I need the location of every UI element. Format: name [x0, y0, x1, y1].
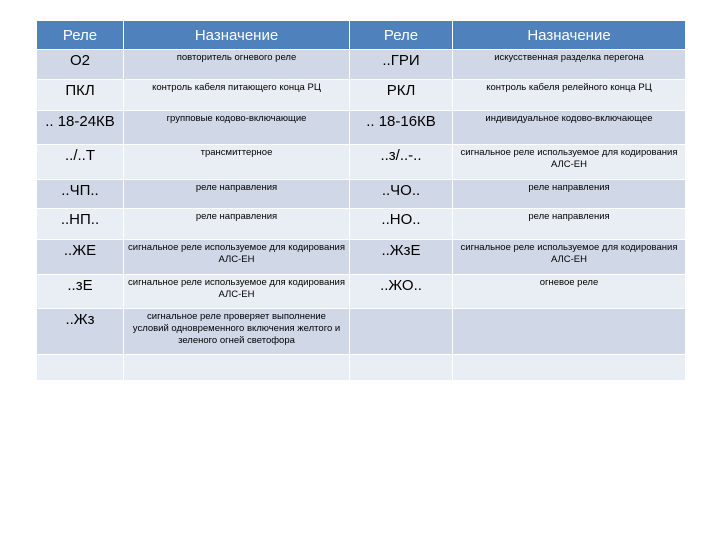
relay-cell: ПКЛ	[37, 80, 124, 111]
relay-cell: ../..Т	[37, 145, 124, 180]
relay-cell: ..ЧП..	[37, 180, 124, 209]
relay-cell: РКЛ	[350, 80, 453, 111]
relay-table	[36, 20, 686, 381]
header-purpose-1: Назначение	[124, 21, 350, 50]
relay-cell: ..зЕ	[37, 275, 124, 309]
table-row	[37, 275, 686, 309]
header-relay-2: Реле	[350, 21, 453, 50]
table-row	[37, 111, 686, 145]
table-row	[37, 309, 686, 355]
purpose-cell: реле направления	[124, 209, 350, 240]
header-purpose-2: Назначение	[453, 21, 686, 50]
purpose-cell: реле направления	[453, 180, 686, 209]
purpose-cell	[453, 309, 686, 355]
purpose-cell: сигнальное реле используемое для кодирования АЛС-ЕН	[453, 145, 686, 180]
table-row	[37, 180, 686, 209]
table-row	[37, 355, 686, 381]
purpose-cell	[453, 355, 686, 381]
purpose-cell: контроль кабеля питающего конца РЦ	[124, 80, 350, 111]
relay-cell: ..з/..-..	[350, 145, 453, 180]
purpose-cell: сигнальное реле используемое для кодирования АЛС-ЕН	[124, 275, 350, 309]
relay-cell: ..ЖзЕ	[350, 240, 453, 275]
purpose-cell: индивидуальное кодово-включающее	[453, 111, 686, 145]
purpose-cell: повторитель огневого реле	[124, 50, 350, 80]
purpose-cell: огневое реле	[453, 275, 686, 309]
purpose-cell	[124, 355, 350, 381]
purpose-cell: сигнальное реле проверяет выполнение условий одновременного включения желтого и зеленого огней светофора	[124, 309, 350, 355]
purpose-cell: трансмиттерное	[124, 145, 350, 180]
purpose-cell: групповые кодово-включающие	[124, 111, 350, 145]
relay-cell	[37, 355, 124, 381]
purpose-cell: реле направления	[124, 180, 350, 209]
table-row	[37, 80, 686, 111]
table-row	[37, 209, 686, 240]
purpose-cell: искусственная разделка перегона	[453, 50, 686, 80]
purpose-cell: сигнальное реле используемое для кодирования АЛС-ЕН	[453, 240, 686, 275]
relay-cell: .. 18-24КВ	[37, 111, 124, 145]
relay-cell: ..ГРИ	[350, 50, 453, 80]
purpose-cell: контроль кабеля релейного конца РЦ	[453, 80, 686, 111]
relay-cell: ..ЧО..	[350, 180, 453, 209]
relay-cell: ..НО..	[350, 209, 453, 240]
relay-cell	[350, 355, 453, 381]
table-row	[37, 240, 686, 275]
purpose-cell: сигнальное реле используемое для кодирования АЛС-ЕН	[124, 240, 350, 275]
purpose-cell: реле направления	[453, 209, 686, 240]
relay-cell: ..ЖО..	[350, 275, 453, 309]
table-row	[37, 50, 686, 80]
relay-cell: ..НП..	[37, 209, 124, 240]
relay-cell	[350, 309, 453, 355]
header-relay-1: Реле	[37, 21, 124, 50]
header-row	[37, 21, 686, 50]
relay-cell: .. 18-16КВ	[350, 111, 453, 145]
table-row	[37, 145, 686, 180]
relay-cell: O2	[37, 50, 124, 80]
relay-cell: ..ЖЕ	[37, 240, 124, 275]
relay-cell: ..Жз	[37, 309, 124, 355]
